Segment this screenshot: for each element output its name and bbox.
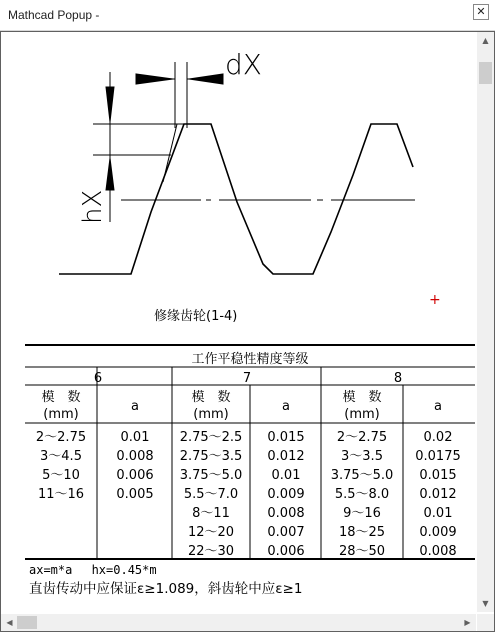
modulus-unit: (mm) (193, 407, 229, 422)
modulus-cell: 2～2.75 (35, 430, 87, 445)
dx-label: dX (225, 48, 262, 81)
a-value-cell: 0.02 (423, 430, 453, 445)
tooth-profile (59, 124, 413, 274)
a-value-cell: 0.009 (267, 487, 305, 502)
a-value-cell: 0.01 (271, 468, 301, 483)
formula-note: ax=m*a hx=0.45*m (29, 563, 157, 577)
scroll-down-icon[interactable]: ▼ (482, 599, 489, 608)
modulus-header: 模 数 (41, 390, 81, 405)
modulus-unit: (mm) (43, 407, 79, 422)
a-value-cell: 0.01 (423, 506, 453, 521)
table-body (36, 430, 461, 559)
dx-dimension-arrows (136, 74, 223, 84)
modulus-cell: 3.75～5.0 (179, 468, 243, 483)
modulus-cell: 3.75～5.0 (330, 468, 394, 483)
a-value-cell: 0.008 (267, 506, 305, 521)
horizontal-scrollbar[interactable] (1, 614, 476, 631)
modulus-header: 模 数 (342, 390, 382, 405)
marker-icon: + (429, 292, 441, 308)
modulus-cell: 2.75～2.5 (179, 430, 243, 445)
precision-grade-table (25, 345, 475, 559)
a-value-cell: 0.0175 (415, 449, 461, 464)
modulus-cell: 3～4.5 (40, 449, 82, 464)
flank-extension-line (163, 124, 177, 182)
a-header: a (131, 399, 139, 414)
close-icon[interactable]: ✕ (473, 4, 489, 20)
vertical-scroll-thumb[interactable] (479, 62, 492, 84)
modulus-cell: 2.75～3.5 (179, 449, 243, 464)
modulus-cell: 28～50 (338, 544, 386, 559)
vertical-scrollbar[interactable] (477, 32, 494, 612)
figure-caption: 修缘齿轮(1-4) (154, 309, 238, 324)
grade-8-header: 8 (393, 371, 403, 386)
scrollbar-corner (477, 614, 494, 631)
modulus-cell: 5.5～8.0 (334, 487, 390, 502)
a-value-cell: 0.015 (267, 430, 305, 445)
a-value-cell: 0.012 (419, 487, 457, 502)
a-header: a (434, 399, 442, 414)
a-value-cell: 0.01 (120, 430, 150, 445)
hx-label: hX (78, 189, 108, 224)
a-value-cell: 0.007 (267, 525, 305, 540)
modulus-cell: 22～30 (187, 544, 235, 559)
modulus-cell: 12～20 (187, 525, 235, 540)
a-value-cell: 0.009 (419, 525, 457, 540)
horizontal-scroll-thumb[interactable] (17, 616, 37, 629)
gear-tooth-diagram (59, 124, 413, 274)
a-value-cell: 0.008 (116, 449, 154, 464)
title-bar (0, 0, 495, 31)
modulus-cell: 5～10 (42, 468, 80, 483)
worksheet-content (1, 32, 475, 612)
modulus-cell: 8～11 (192, 506, 230, 521)
modulus-cell: 11～16 (37, 487, 85, 502)
grade-7-header: 7 (242, 371, 252, 386)
grade-6-header: 6 (93, 371, 103, 386)
a-value-cell: 0.006 (267, 544, 305, 559)
condition-note: 直齿传动中应保证ε≥1.089，斜齿轮中应ε≥1 (29, 581, 303, 597)
a-value-cell: 0.005 (116, 487, 154, 502)
modulus-cell: 18～25 (338, 525, 386, 540)
scroll-left-icon[interactable]: ◀ (6, 618, 13, 627)
modulus-header: 模 数 (191, 390, 231, 405)
modulus-cell: 2～2.75 (336, 430, 388, 445)
modulus-cell: 9～16 (343, 506, 381, 521)
a-value-cell: 0.015 (419, 468, 457, 483)
a-header: a (282, 399, 290, 414)
modulus-cell: 3～3.5 (341, 449, 383, 464)
a-value-cell: 0.008 (419, 544, 457, 559)
scroll-right-icon[interactable]: ▶ (464, 618, 471, 627)
a-value-cell: 0.006 (116, 468, 154, 483)
a-value-cell: 0.012 (267, 449, 305, 464)
window-title: Mathcad Popup - (8, 8, 100, 22)
modulus-unit: (mm) (344, 407, 380, 422)
table-title: 工作平稳性精度等级 (191, 352, 309, 367)
scroll-up-icon[interactable]: ▲ (482, 36, 489, 45)
modulus-cell: 5.5～7.0 (183, 487, 239, 502)
